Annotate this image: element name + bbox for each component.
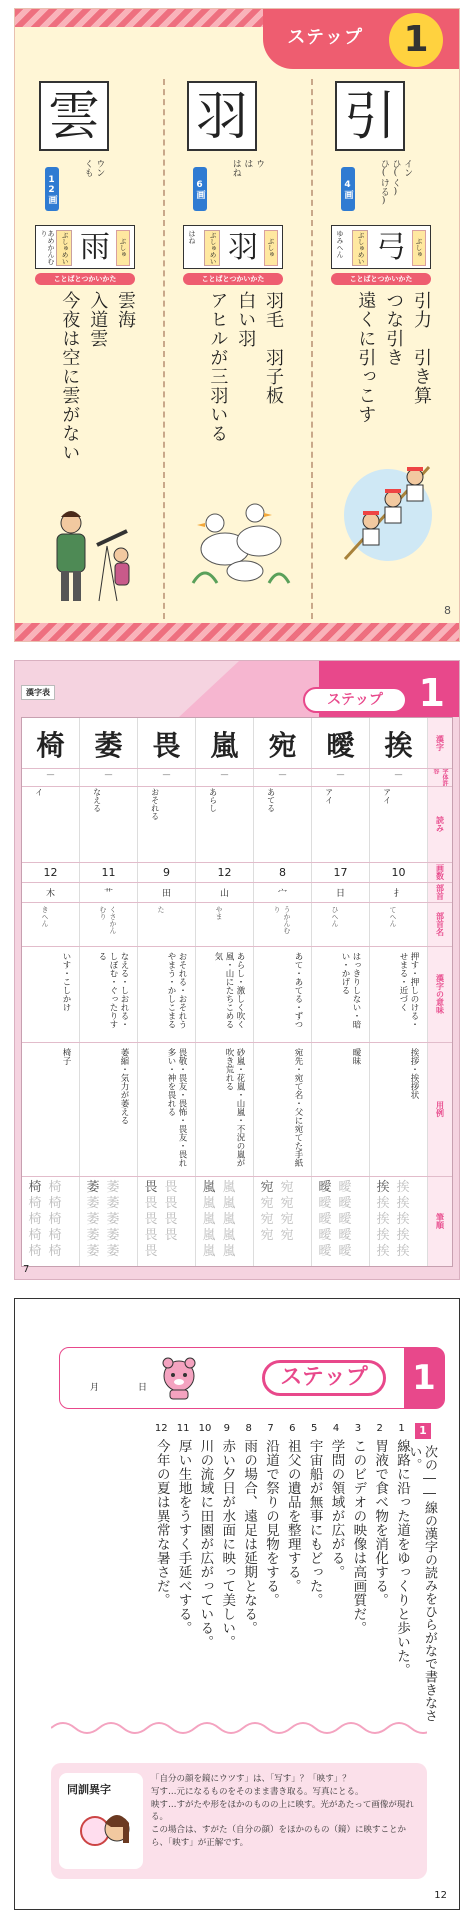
stroke-order-step: 曖 [338, 1228, 352, 1243]
table-bushu: 木 [45, 889, 55, 899]
question-text: 今年の夏は異常な暑さだ。 [153, 1439, 170, 1607]
stroke-order-step: 嵐 [202, 1228, 216, 1243]
example: 羽毛 羽子板 [263, 291, 284, 405]
step-label: ステップ [303, 687, 407, 713]
stroke-order-step: 挨 [376, 1228, 390, 1243]
table-bushu-name: ひへん [331, 906, 339, 927]
table-meaning: おそれる・おそれうやまう・かしこまる [165, 952, 187, 1029]
table-meaning: はっきりしない・暗い・かげる [339, 952, 361, 1029]
question-item [176, 1423, 191, 1703]
stroke-order-step: 嵐 [202, 1196, 216, 1211]
bushu-name: ゆみへん [336, 230, 344, 258]
doukun-title: 同訓異字 [67, 1783, 111, 1796]
stroke-order-step: 曖 [338, 1196, 352, 1211]
header-hitsujun: 筆順 [435, 1213, 445, 1229]
stroke-order-step: 椅 [48, 1196, 62, 1211]
example: 白い羽 [235, 291, 257, 348]
stroke-order-step: 椅 [28, 1212, 42, 1227]
question-number: 5 [311, 1423, 318, 1434]
stroke-order-step: 萎 [106, 1228, 120, 1243]
stroke-order [257, 1180, 297, 1260]
bushu-char: 雨 [80, 230, 110, 265]
table-examples: 椅子 [61, 1048, 71, 1065]
stroke-order [141, 1180, 181, 1260]
example: アヒルが三羽いる [207, 291, 229, 443]
mascot-icon [160, 1356, 198, 1400]
stroke-order-step: 萎 [86, 1212, 100, 1227]
row-line [22, 882, 452, 883]
stroke-order [25, 1180, 65, 1260]
stroke-order-step: 椅 [28, 1196, 42, 1211]
example: 雲海 [115, 291, 136, 329]
stroke-order-step: 萎 [106, 1244, 120, 1259]
stroke-order-step: 挨 [376, 1196, 390, 1211]
stroke-order-step: 曖 [318, 1212, 332, 1227]
stroke-order-step: 畏 [144, 1212, 158, 1227]
table-bushu: 宀 [277, 889, 287, 899]
stroke-order-step: 挨 [376, 1244, 390, 1259]
question-text: 赤い夕日が水面に映って美しい。 [219, 1439, 236, 1649]
header-imi: 漢字の意味 [435, 974, 445, 1014]
bushu-box [331, 225, 431, 269]
stroke-order-step: 曖 [318, 1228, 332, 1243]
day-label: 日 [138, 1383, 148, 1393]
bushu-name: はね [188, 230, 196, 244]
stroke-order-step: 畏 [144, 1180, 158, 1195]
header-column [428, 718, 452, 1266]
table-kanji: 畏 [152, 729, 181, 762]
table-bushu: 艹 [103, 889, 113, 899]
table-meaning: あらし・激しく吹く風・山にたちこめる気 [212, 952, 245, 1029]
stroke-count-badge: 12画 [45, 167, 59, 211]
table-reading: おそれる [150, 788, 160, 820]
wave-divider [51, 1721, 427, 1735]
table-kanji: 萎 [94, 729, 123, 762]
stroke-order-step: 萎 [86, 1180, 100, 1195]
kanji-column [370, 718, 428, 1266]
stroke-order-step: 畏 [144, 1228, 158, 1243]
table-kanji: 曖 [326, 729, 355, 762]
jitai-dash: — [104, 770, 113, 779]
example: つな引き [383, 291, 405, 367]
kanji-column [312, 718, 370, 1266]
table-examples: 砂嵐・花嵐・山嵐・不況の嵐が吹き荒れる [223, 1048, 245, 1167]
question-text: 線路に沿った道をゆっくりと歩いた。 [394, 1439, 410, 1677]
table-meaning: 押す・押しのける・せまる・近づく [397, 952, 419, 1029]
illustration-ducks [185, 479, 295, 589]
stroke-order-step: 萎 [106, 1180, 120, 1195]
question-item [372, 1423, 387, 1703]
kanji-card-hiku [325, 71, 445, 631]
question-text: 川の流域に田園が広がっている。 [197, 1439, 214, 1649]
stroke-order-step: 曖 [338, 1180, 352, 1195]
table-strokes: 12 [43, 866, 58, 879]
stroke-order-step: 萎 [86, 1244, 100, 1259]
kanji-column [80, 718, 138, 1266]
question-item [219, 1423, 234, 1703]
table-kanji: 宛 [268, 729, 297, 762]
table-bushu: 日 [335, 889, 345, 899]
jitai-dash: — [278, 770, 287, 779]
header-bushumei: 部首名 [435, 912, 445, 936]
illustration-stargazing [37, 501, 147, 611]
bushu-meikakusu-chip: ぶしゅめい [204, 230, 220, 266]
stroke-order-step: 挨 [396, 1228, 410, 1243]
stroke-order-step: 萎 [86, 1196, 100, 1211]
stroke-order-step: 畏 [164, 1196, 178, 1211]
table-strokes: 12 [217, 866, 232, 879]
question-item [263, 1423, 278, 1703]
stroke-order-step: 曖 [318, 1244, 332, 1259]
bushu-name: あめかんむり [40, 230, 55, 265]
table-reading: なえる [92, 788, 102, 812]
bushu-tag: ぶしゅ [264, 230, 278, 266]
step-number: 1 [418, 671, 445, 715]
stroke-order-step: 曖 [338, 1244, 352, 1259]
header-kakusu: 画数 [435, 864, 445, 880]
table-bushu-name: くさかんむり [99, 906, 117, 934]
stroke-order-step: 嵐 [202, 1244, 216, 1259]
stroke-count-badge: 6画 [193, 167, 207, 211]
stroke-order-step: 畏 [164, 1228, 178, 1243]
table-bushu: 山 [219, 889, 229, 899]
stroke-order-step: 椅 [48, 1180, 62, 1195]
mirror-girl-icon [77, 1803, 133, 1859]
jitai-dash: — [336, 770, 345, 779]
question-number: 6 [289, 1423, 296, 1434]
stroke-order-step: 宛 [260, 1196, 274, 1211]
instruction-text: 次の――線の漢字の読みをひらがなで書きなさい。 [406, 1445, 437, 1722]
stroke-order-step: 曖 [338, 1212, 352, 1227]
kanji-readings: イン ひ(く) ひ(ける) [378, 159, 413, 206]
table-bushu-name: やま [215, 906, 223, 920]
jitai-dash: — [46, 770, 55, 779]
stroke-order-step: 曖 [318, 1196, 332, 1211]
jitai-dash: — [162, 770, 171, 779]
column-divider [311, 79, 313, 619]
question-number: 3 [354, 1423, 362, 1434]
bushu-meikakusu-chip: ぶしゅめい [56, 230, 72, 266]
table-examples: 曖昧 [351, 1048, 361, 1065]
table-bushu-name: た [157, 906, 165, 913]
stroke-order [199, 1180, 239, 1260]
example: 今夜は空に雲がない [59, 291, 81, 462]
stroke-order-step: 畏 [164, 1212, 178, 1227]
row-line [22, 1042, 452, 1043]
kanji-table [21, 717, 453, 1267]
stroke-order-step: 畏 [164, 1180, 178, 1195]
question-text: 厚い生地をうすく手延べする。 [175, 1439, 192, 1635]
month-label: 月 [90, 1383, 100, 1393]
stroke-order-step: 椅 [28, 1244, 42, 1259]
table-reading: イ [34, 788, 44, 796]
example-list [60, 291, 135, 511]
kanji-card-kumo [29, 71, 149, 631]
question-text: 胃液で食べ物を消化する。 [372, 1439, 389, 1607]
step-number: 1 [389, 13, 443, 67]
table-meaning: いす・こしかけ [61, 952, 71, 1012]
question-item [285, 1423, 300, 1703]
header-yomi: 読み [435, 816, 445, 832]
question-list [154, 1423, 409, 1703]
table-examples: 畏敬・畏友・畏怖・畏友・畏れ多い・神を畏れる [165, 1048, 187, 1167]
stroke-order-step: 萎 [106, 1196, 120, 1211]
stroke-order-step: 嵐 [222, 1244, 236, 1259]
question-number: 7 [267, 1423, 274, 1434]
table-examples: 萎縮・気力が萎える [119, 1048, 129, 1125]
stroke-count-badge: 4画 [341, 167, 355, 211]
table-reading: あらし [208, 788, 218, 812]
table-kanji: 挨 [384, 729, 413, 762]
stroke-order-step: 畏 [144, 1196, 158, 1211]
stroke-order-step: 嵐 [222, 1180, 236, 1195]
question-item [154, 1423, 169, 1703]
step-label: ステップ [287, 27, 363, 48]
doukun-explanation: 「自分の顔を鏡にウツす」は、「写す」？「映す」？ 写す…元になるものをそのまま書き取る。写真にとる。 映す…すがたや形をほかのものの上に映す。光があたって画像が現れる。 この場合は、すがた（自分の顔）をほかのもの（鏡）に映すことから、「映す」が正解です。 [151, 1774, 414, 1848]
question-text: このビデオの映像は高画質だ。 [350, 1439, 367, 1635]
page-kanji-lesson [14, 8, 460, 642]
stroke-order-step: 椅 [48, 1244, 62, 1259]
table-bushu: 扌 [393, 889, 403, 899]
step-label: ステップ [262, 1360, 386, 1396]
table-meaning: あて・あてる・ずつ [293, 952, 303, 1029]
table-strokes: 10 [391, 866, 406, 879]
stroke-order-step: 畏 [144, 1244, 158, 1259]
stroke-order-step: 萎 [86, 1228, 100, 1243]
table-bushu: 田 [161, 889, 171, 899]
bushu-char: 羽 [228, 230, 258, 265]
table-reading: あてる [266, 788, 276, 812]
stroke-order [315, 1180, 355, 1260]
stroke-order [83, 1180, 123, 1260]
kanji-char: 引 [335, 81, 405, 151]
stroke-order-step: 宛 [280, 1180, 294, 1195]
example-list [208, 291, 283, 511]
header-yorei: 用例 [435, 1101, 445, 1117]
kotoba-label: ことばとつかいかた [35, 273, 135, 285]
question-number: 2 [376, 1423, 383, 1434]
stroke-order-step: 椅 [48, 1212, 62, 1227]
stroke-order-step: 曖 [318, 1180, 332, 1195]
stroke-order-step: 宛 [280, 1212, 294, 1227]
stroke-order-step: 嵐 [202, 1212, 216, 1227]
table-strokes: 9 [163, 866, 170, 879]
stroke-order-step: 挨 [376, 1212, 390, 1227]
kotoba-label: ことばとつかいかた [331, 273, 431, 285]
example: 入道雲 [87, 291, 109, 348]
stroke-order-step: 椅 [48, 1228, 62, 1243]
table-bushu-name: うかんむり [273, 906, 291, 934]
row-line [22, 862, 452, 863]
row-line [22, 1176, 452, 1177]
page-number: 7 [23, 1264, 30, 1275]
stroke-order-step: 嵐 [222, 1228, 236, 1243]
exercise-header [59, 1347, 445, 1409]
stroke-order-step: 挨 [396, 1212, 410, 1227]
question-number: 4 [332, 1423, 340, 1434]
example: 引力 引き算 [411, 291, 432, 405]
question-text: 雨の場合、遠足は延期となる。 [241, 1439, 258, 1635]
row-line [22, 946, 452, 947]
stroke-order-step: 宛 [260, 1228, 274, 1243]
row-line [22, 768, 452, 769]
question-item [307, 1423, 322, 1703]
question-item [350, 1423, 365, 1703]
column-divider [163, 79, 165, 619]
question-text: 沿道で祭りの見物をする。 [262, 1439, 279, 1607]
step-number: 1 [404, 1348, 444, 1408]
row-line [22, 786, 452, 787]
table-reading: アイ [324, 788, 334, 804]
header-kanji: 漢字 [435, 735, 445, 751]
stroke-order-step: 萎 [106, 1212, 120, 1227]
kanji-readings: ウ は はね [230, 159, 265, 177]
question-number-badge: 1 [415, 1423, 431, 1439]
stroke-order-step: 宛 [280, 1196, 294, 1211]
question-number: 12 [154, 1423, 168, 1434]
doukun-iji-box [51, 1763, 427, 1879]
kanji-column [22, 718, 80, 1266]
kanji-readings: ウン くも [82, 159, 105, 177]
page-number: 12 [434, 1890, 447, 1901]
question-number: 10 [198, 1423, 212, 1434]
bushu-tag: ぶしゅ [116, 230, 130, 266]
table-examples: 宛先・宛て名・父に宛てた手紙 [293, 1048, 303, 1167]
question-number: 8 [245, 1423, 252, 1434]
stroke-order-step: 椅 [28, 1180, 42, 1195]
bushu-box [35, 225, 135, 269]
stroke-order-step: 宛 [260, 1212, 274, 1227]
question-text: 宇宙船が無事にもどった。 [306, 1439, 323, 1607]
table-bushu-name: きへん [41, 906, 49, 927]
table-kanji: 嵐 [210, 729, 239, 762]
row-line [22, 902, 452, 903]
question-item [394, 1423, 409, 1703]
stroke-order-step: 挨 [396, 1196, 410, 1211]
table-strokes: 17 [333, 866, 348, 879]
stroke-order-step: 挨 [376, 1180, 390, 1195]
question-number: 9 [223, 1423, 231, 1434]
table-examples: 挨拶・挨拶状 [409, 1048, 419, 1099]
stroke-order-step: 嵐 [222, 1212, 236, 1227]
kanji-card-hane [177, 71, 297, 631]
bushu-tag: ぶしゅ [412, 230, 426, 266]
stroke-order-step: 椅 [28, 1228, 42, 1243]
table-reading: アイ [382, 788, 392, 804]
stroke-order-step: 宛 [260, 1180, 274, 1195]
illustration-tug-of-war [333, 455, 443, 565]
kanji-table-label: 漢字表 [21, 685, 55, 700]
bushu-box [183, 225, 283, 269]
kanji-column [138, 718, 196, 1266]
page-exercise [14, 1298, 460, 1910]
page-kanji-table [14, 660, 460, 1280]
example: 遠くに引っこす [355, 291, 377, 424]
kanji-char: 羽 [187, 81, 257, 151]
stroke-order-step: 嵐 [202, 1180, 216, 1195]
stroke-order-step: 挨 [396, 1244, 410, 1259]
jitai-dash: — [394, 770, 403, 779]
kanji-column [196, 718, 254, 1266]
table-bushu-name: てへん [389, 906, 397, 927]
question-text: 祖父の遺品を整理する。 [284, 1439, 301, 1593]
header-jitai: 字体許容 [432, 768, 448, 786]
jitai-dash: — [220, 770, 229, 779]
stroke-order-step: 宛 [280, 1228, 294, 1243]
question-number: 11 [176, 1423, 190, 1434]
page-number: 8 [444, 604, 451, 617]
header-bushu: 部首 [435, 884, 445, 900]
stroke-order [373, 1180, 413, 1260]
kanji-char: 雲 [39, 81, 109, 151]
bushu-char: 弓 [376, 230, 406, 265]
stroke-order-step: 挨 [396, 1180, 410, 1195]
question-item [329, 1423, 344, 1703]
table-strokes: 8 [279, 866, 286, 879]
table-strokes: 11 [101, 866, 116, 879]
table-meaning: なえる・しおれる・しぼむ・ぐったりする [96, 952, 129, 1029]
doukun-badge [59, 1773, 143, 1869]
table-kanji: 椅 [36, 729, 65, 762]
kanji-column [254, 718, 312, 1266]
question-item [198, 1423, 213, 1703]
question-text: 学問の領域が広がる。 [328, 1439, 345, 1579]
question-item [241, 1423, 256, 1703]
stroke-order-step: 嵐 [222, 1196, 236, 1211]
kotoba-label: ことばとつかいかた [183, 273, 283, 285]
question-number: 1 [398, 1423, 405, 1434]
bushu-meikakusu-chip: ぶしゅめい [352, 230, 368, 266]
